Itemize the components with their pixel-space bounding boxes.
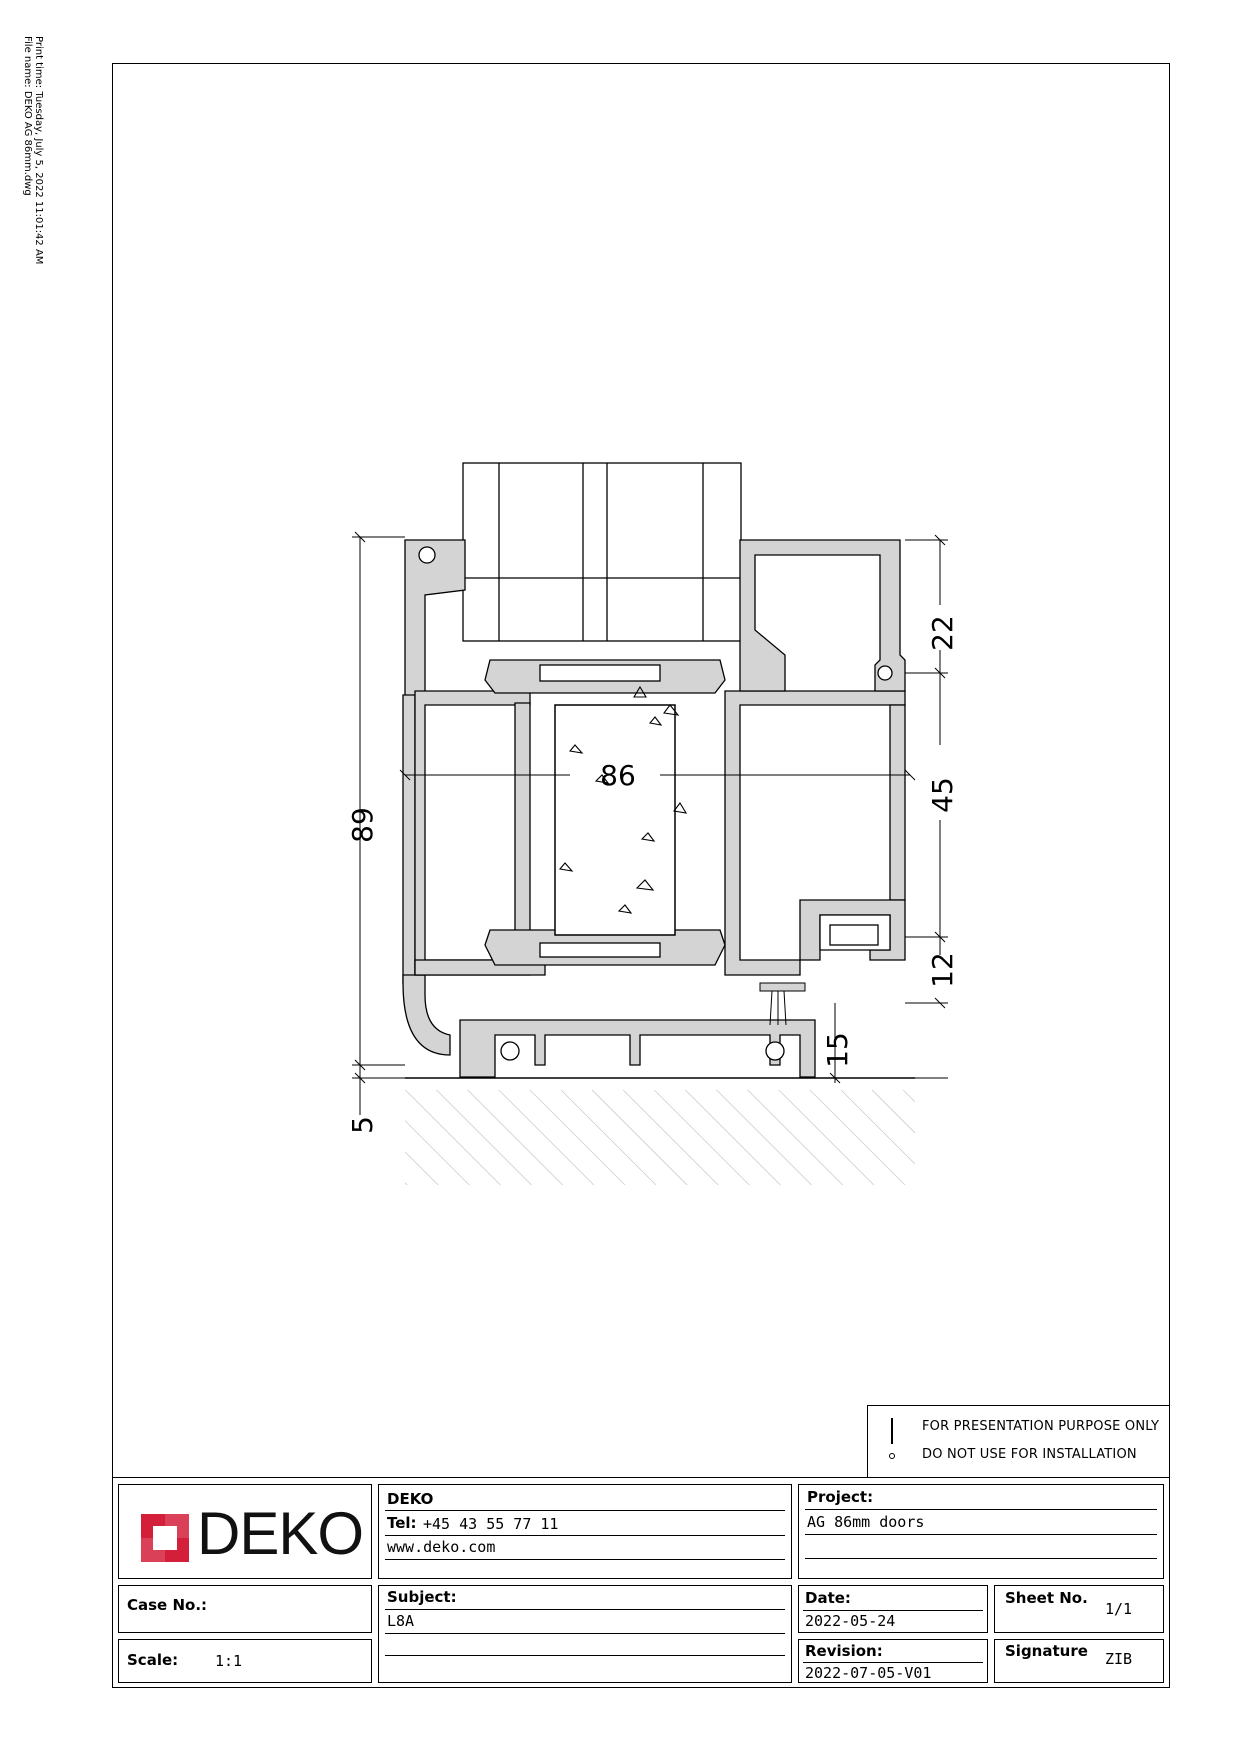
dim-label-5: 5 (346, 1116, 379, 1134)
signature-cell (994, 1639, 1164, 1683)
date-value: 2022-05-24 (805, 1612, 896, 1630)
subject-value: L8A (387, 1612, 415, 1630)
ground-hatch (405, 1090, 915, 1185)
project-cell (798, 1484, 1164, 1579)
print-metadata (22, 36, 52, 336)
signature-value: ZIB (1105, 1650, 1133, 1668)
signature-label: Signature (1005, 1642, 1088, 1660)
print-time: Print time: Tuesday, July 5, 2022 11:01:42 AM (33, 36, 44, 265)
revision-value: 2022-07-05-V01 (805, 1664, 932, 1682)
website: www.deko.com (387, 1538, 496, 1556)
dim-label-86: 86 (600, 759, 636, 792)
dim-label-22: 22 (926, 615, 959, 651)
sheet-cell (994, 1585, 1164, 1633)
presentation-notice (867, 1405, 1170, 1477)
title-block (112, 1477, 1170, 1688)
bottom-sill (460, 1020, 815, 1077)
date-label: Date: (805, 1589, 851, 1607)
file-name: File name: DEKO AG 86mm.dwg (22, 36, 33, 196)
scale-cell (118, 1639, 372, 1683)
case-label: Case No.: (127, 1596, 208, 1614)
top-block (463, 463, 741, 641)
project-label: Project: (807, 1488, 874, 1506)
revision-label: Revision: (805, 1642, 883, 1660)
scale-value: 1:1 (215, 1652, 243, 1670)
company-name: DEKO (387, 1490, 434, 1508)
dim-89 (352, 532, 405, 1070)
logo-cell (118, 1484, 372, 1579)
case-cell (118, 1585, 372, 1633)
logo-wordmark: DEKO (197, 1500, 364, 1567)
tel-value: +45 43 55 77 11 (423, 1515, 559, 1533)
deko-logo-icon (141, 1514, 189, 1562)
brush-seal (760, 983, 805, 1025)
subject-cell (378, 1585, 792, 1683)
dim-label-89: 89 (346, 807, 379, 843)
project-value: AG 86mm doors (807, 1513, 925, 1531)
exclamation-bar-icon (891, 1418, 893, 1444)
sheet-value: 1/1 (1105, 1600, 1133, 1618)
dim-5 (352, 1065, 405, 1115)
insulation-core (555, 705, 675, 935)
exclamation-dot-icon (889, 1453, 895, 1459)
scale-label: Scale: (127, 1651, 179, 1669)
date-cell (798, 1585, 988, 1633)
dim-label-45: 45 (926, 777, 959, 813)
dim-label-15: 15 (821, 1032, 854, 1068)
section-drawing (330, 455, 980, 1219)
notice-line-1: FOR PRESENTATION PURPOSE ONLY (922, 1419, 1160, 1434)
revision-cell (798, 1639, 988, 1683)
company-cell (378, 1484, 792, 1579)
dim-label-12: 12 (926, 952, 959, 988)
tel-label: Tel: (387, 1514, 417, 1532)
sheet-label: Sheet No. (1005, 1589, 1088, 1607)
notice-line-2: DO NOT USE FOR INSTALLATION (922, 1447, 1137, 1462)
subject-label: Subject: (387, 1588, 457, 1606)
